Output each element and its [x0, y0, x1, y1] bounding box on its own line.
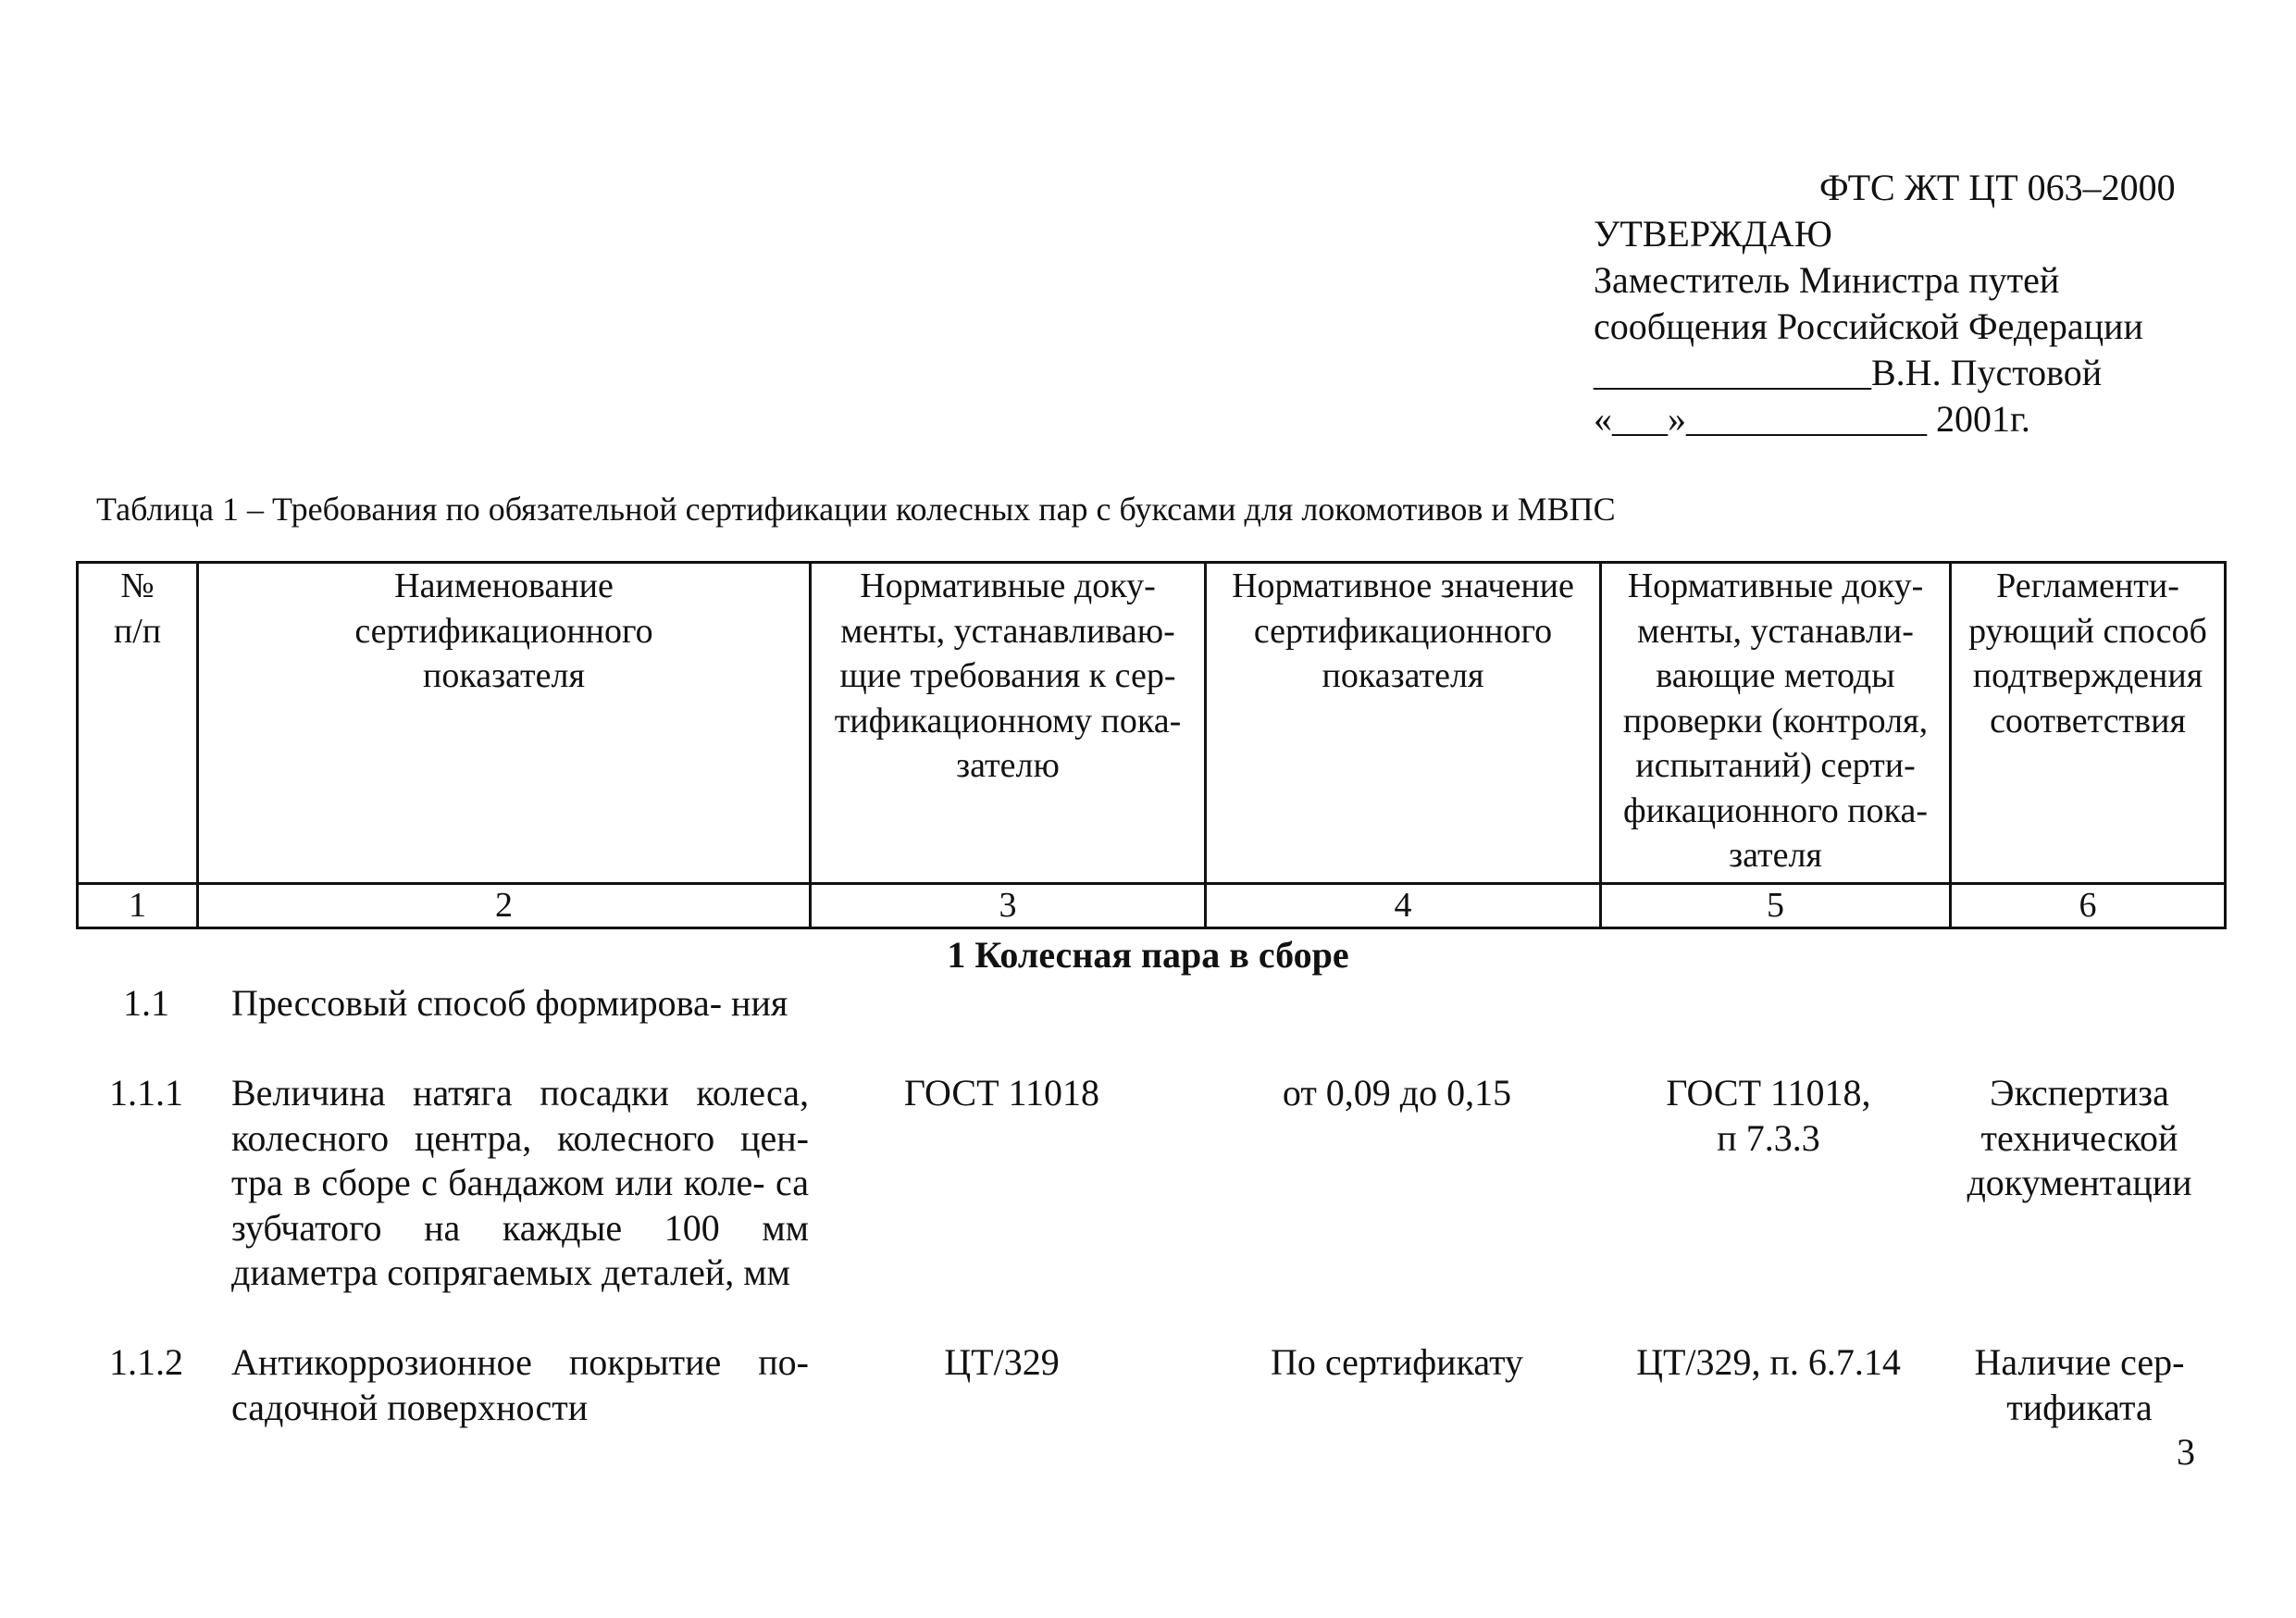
- column-header-number: № п/п: [78, 563, 198, 884]
- row-number: 1.1.1: [109, 1072, 183, 1114]
- approve-title: УТВЕРЖДАЮ: [1594, 213, 1832, 255]
- column-header-row: [78, 563, 2226, 884]
- row-norm-value: от 0,09 до 0,15: [1282, 1072, 1512, 1114]
- row-indicator-name: Прессовый способ формирова- ния: [231, 982, 788, 1024]
- approver-position-line1: Заместитель Министра путей: [1594, 259, 2060, 301]
- row-norm-doc: ЦТ/329: [944, 1341, 1060, 1383]
- column-number: 1: [78, 884, 198, 928]
- approver-position-line2: сообщения Российской Федерации: [1594, 305, 2143, 347]
- section-title: 1 Колесная пара в сборе: [947, 934, 1349, 976]
- page-number: 3: [2177, 1431, 2195, 1473]
- row-norm-value: По сертификату: [1270, 1341, 1524, 1383]
- row-confirmation: Экспертиза технической документации: [1967, 1072, 2192, 1203]
- column-header-name: Наименование сертификационного показателя: [198, 563, 811, 884]
- column-header-norm-value: Нормативное значение сертификационного показателя: [1206, 563, 1601, 884]
- date-line: «___»_____________ 2001г.: [1594, 398, 2030, 440]
- table-caption: Таблица 1 – Требования по обязательной сертификации колесных пар с буксами для локомотивов и МВПС: [96, 491, 1616, 528]
- row-method-doc: ЦТ/329, п. 6.7.14: [1636, 1341, 1901, 1383]
- signature-line: _______________В.Н. Пустовой: [1594, 352, 2103, 393]
- column-number: 4: [1206, 884, 1601, 928]
- row-indicator-name: Величина натяга посадки колеса, колесного центра, колесного цен- тра в сборе с бандажом или коле- са зубчатого на каждые 100 мм диаметра сопрягаемых деталей, мм: [231, 1072, 809, 1293]
- document-code: ФТС ЖТ ЦТ 063–2000: [1819, 167, 2176, 208]
- column-number: 3: [811, 884, 1206, 928]
- approval-block: [1594, 211, 2143, 442]
- column-header-confirmation: Регламенти- рующий способ подтверждения соответствия: [1951, 563, 2226, 884]
- row-number: 1.1: [123, 982, 169, 1024]
- column-header-norm-docs: Нормативные доку- менты, устанавливаю- щие требования к сер- тификационному пока- зателю: [811, 563, 1206, 884]
- row-confirmation: Наличие сер- тификата: [1974, 1341, 2185, 1428]
- column-header-method-docs: Нормативные доку- менты, устанавли- вающие методы проверки (контроля, испытаний) серти- фикационного пока- зателя: [1601, 563, 1951, 884]
- row-number: 1.1.2: [109, 1341, 183, 1383]
- column-number-row: [78, 884, 2226, 928]
- column-number: 2: [198, 884, 811, 928]
- column-number: 5: [1601, 884, 1951, 928]
- row-norm-doc: ГОСТ 11018: [903, 1072, 1100, 1114]
- row-indicator-name: Антикоррозионное покрытие по- садочной поверхности: [231, 1341, 809, 1428]
- requirements-table-header: [76, 561, 2227, 929]
- column-number: 6: [1951, 884, 2226, 928]
- row-method-doc: ГОСТ 11018, п 7.3.3: [1666, 1072, 1871, 1159]
